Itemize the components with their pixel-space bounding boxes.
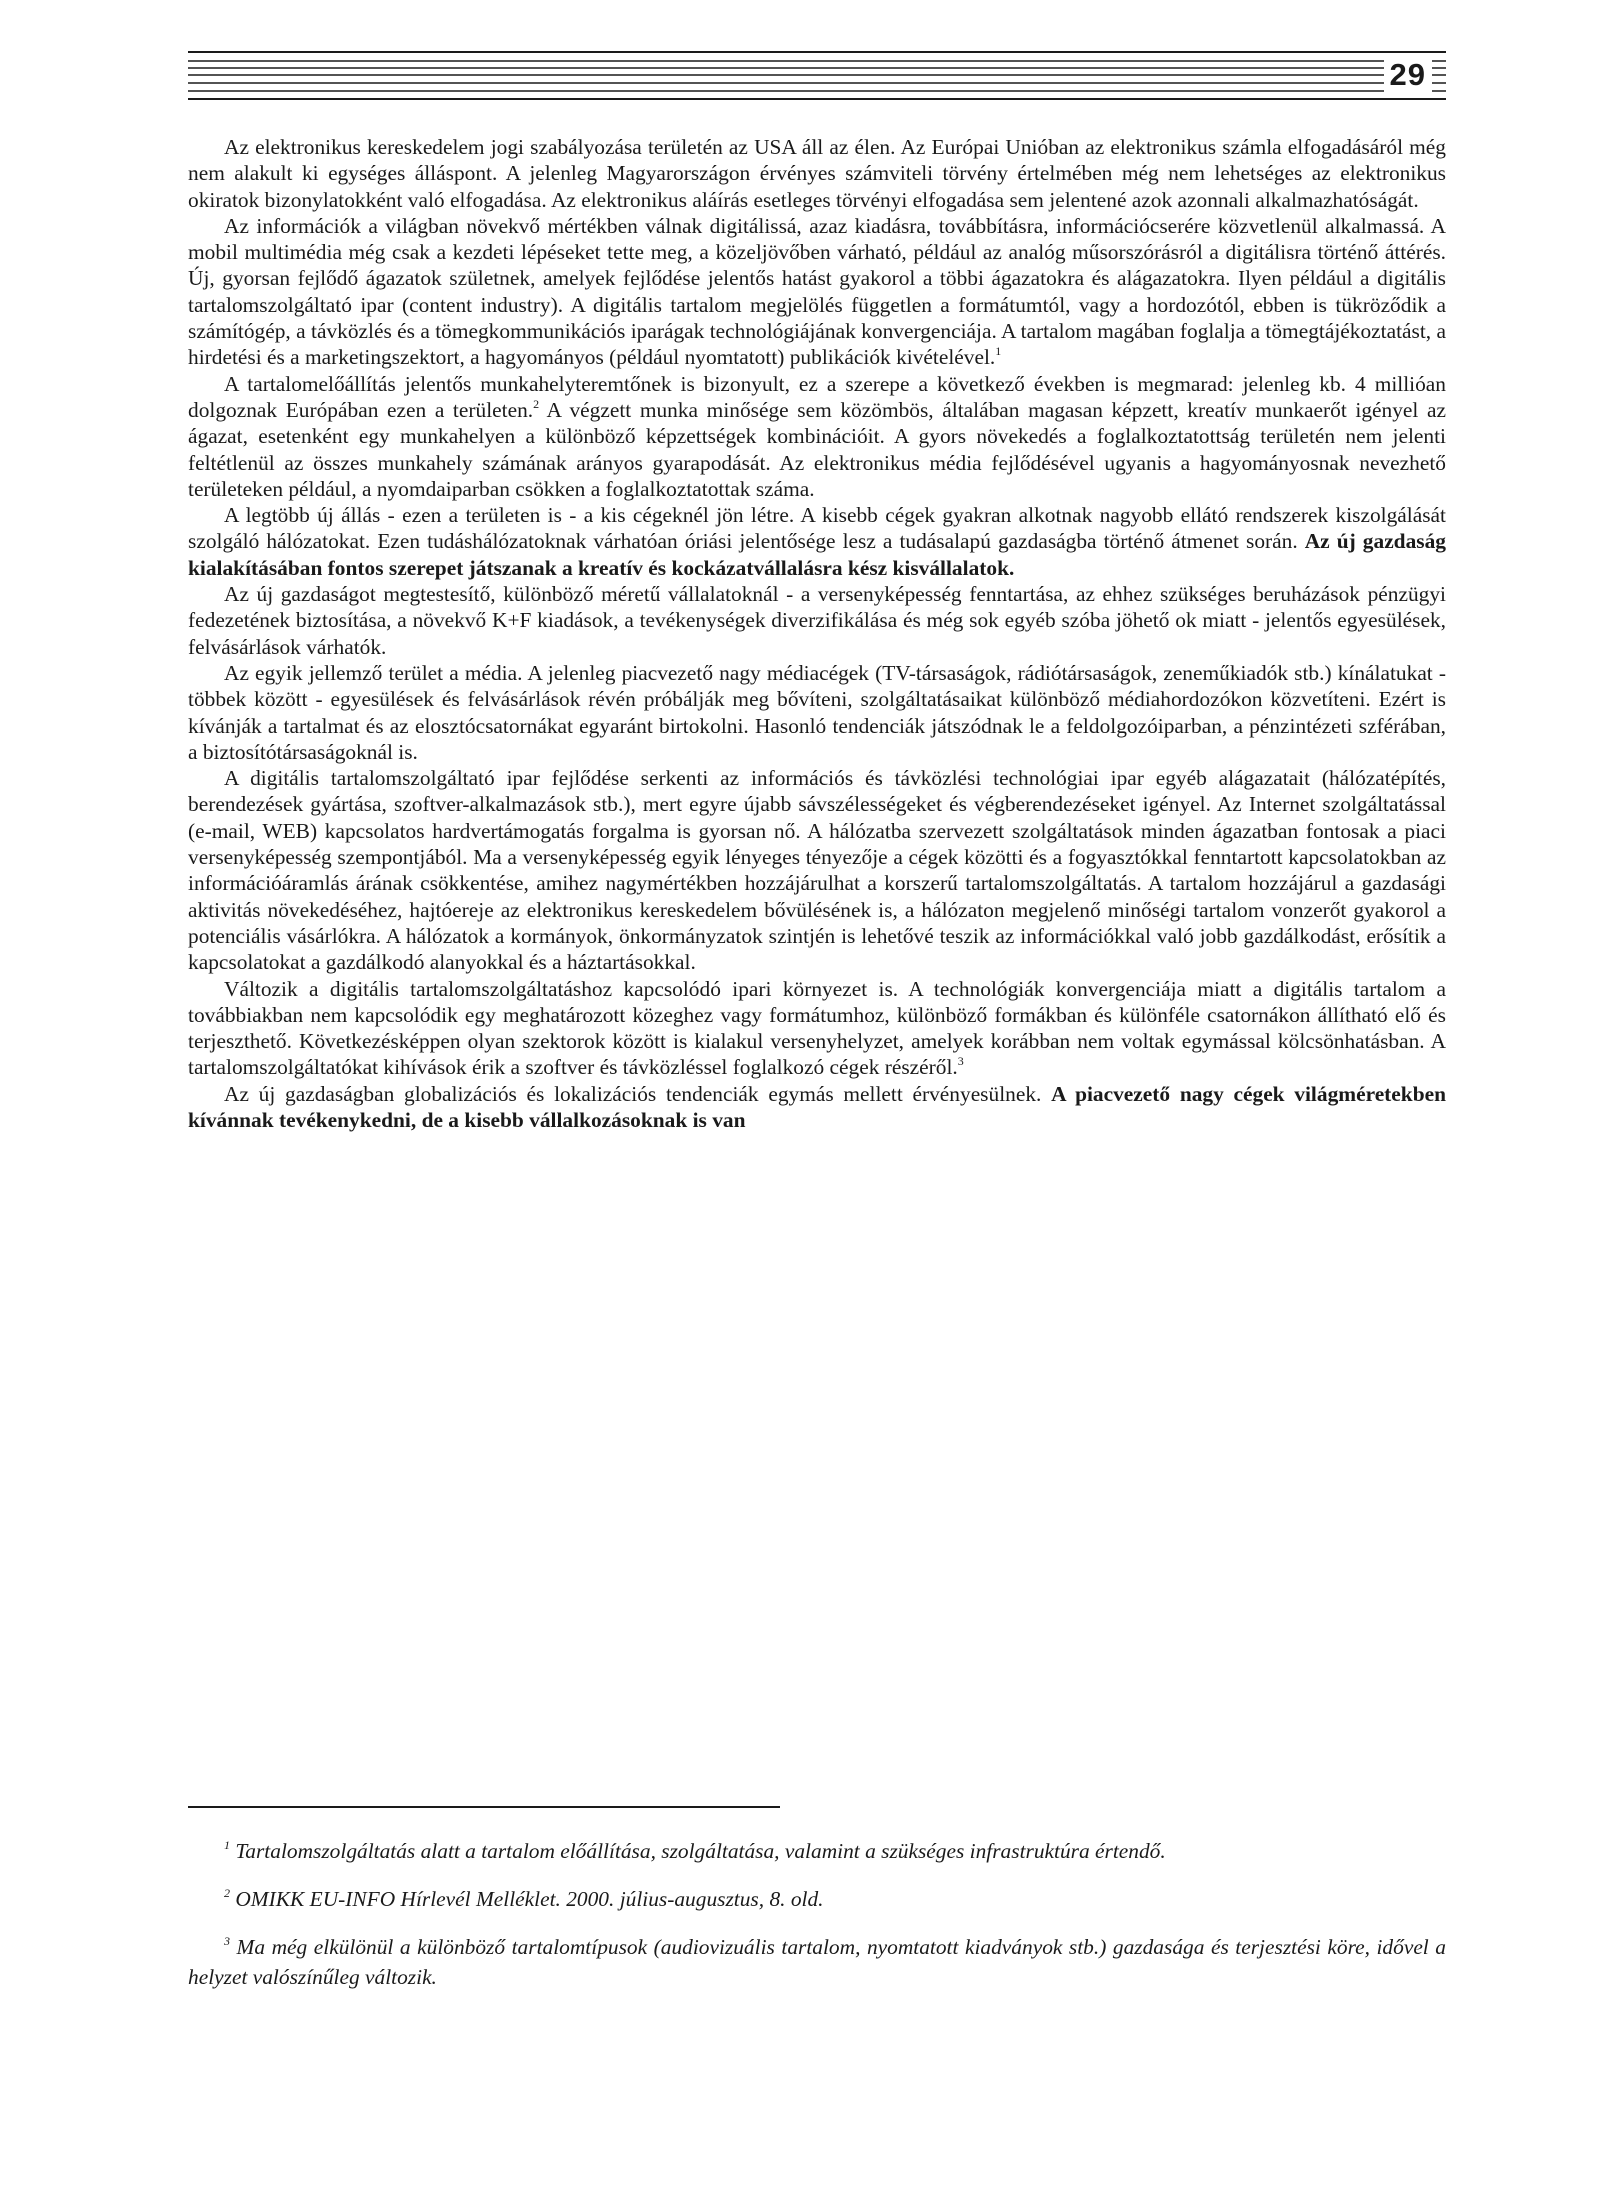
paragraph-3 bbox=[188, 371, 1446, 502]
footnote-2-text: OMIKK EU-INFO Hírlevél Melléklet. 2000. július-augusztus, 8. old. bbox=[235, 1887, 824, 1911]
footnote-ref-2: 2 bbox=[533, 396, 540, 411]
paragraph-8 bbox=[188, 976, 1446, 1081]
paragraph-1: Az elektronikus kereskedelem jogi szabályozása területén az USA áll az élen. Az Európai Unióban az elektronikus számla elfogadásáról még nem alakult ki egységes álláspont. A jelenleg Magyarországon érvényes számviteli törvény értelmében még nem lehetséges az elektronikus okiratok bizonylatokként való elfogadása. Az elektronikus aláírás esetleges törvényi elfogadása sem jelentené azok azonnali alkalmazhatóságát. bbox=[188, 135, 1446, 212]
paragraph-9-emphasis: A piacvezető nagy cégek világméretekben kívánnak tevékenykedni, de a kisebb vállalkozásoknak is van bbox=[188, 1081, 1446, 1132]
paragraph-7: A digitális tartalomszolgáltató ipar fejlődése serkenti az információs és távközlési technológiai ipar egyéb alágazatait (hálózatépítés, berendezések gyártása, szoftver-alkalmazások stb.), mert egyre újabb sávszélességeket és végberendezéseket igényel. Az Internet szolgáltatással (e-mail, WEB) kapcsolatos hardvertámogatás forgalma is gyorsan nő. A hálózatba szervezett szolgáltatások minden ágazatban fontosak a piaci versenyképesség szempontjából. Ma a versenyképesség egyik lényeges tényezője a cégek közötti és a fogyasztókkal fenntartott kapcsolatokban az információáramlás árának csökkentése, amihez nagymértékben hozzájárulhat a korszerű tartalomszolgáltatás. A tartalom hozzájárul a gazdasági aktivitás növekedéséhez, hajtóereje az elektronikus kereskedelem bővülésének is, a hálózaton megjelenő minőségi tartalom vonzerőt gyakorol a potenciális vásárlókra. A hálózatok a kormányok, önkormányzatok szintjén is lehetővé teszik az információkkal való jobb gazdálkodást, erősítik a kapcsolatokat a gazdálkodó alanyokkal és a háztartásokkal. bbox=[188, 766, 1446, 975]
paragraph-2 bbox=[188, 213, 1446, 371]
paragraph-8-text: Változik a digitális tartalomszolgáltatáshoz kapcsolódó ipari környezet is. A technológiák konvergenciája miatt a digitális tartalom a továbbiakban nem kapcsolódik egy meghatározott közeghez vagy formátumhoz, különböző formákban és különféle csatornákon állítható elő és terjeszthető. Következésképpen olyan szektorok között is kialakul versenyhelyzet, amelyek korábban nem voltak egymással kölcsönhatásban. A tartalomszolgáltatókat kihívások érik a szoftver és távközléssel foglalkozó cégek részéről. bbox=[188, 976, 1446, 1080]
footnote-1-text: Tartalomszolgáltatás alatt a tartalom előállítása, szolgáltatása, valamint a szükséges infrastruktúra értendő. bbox=[235, 1839, 1166, 1863]
footnote-mark-1: 1 bbox=[224, 1838, 230, 1852]
paragraph-4 bbox=[188, 502, 1446, 581]
footnote-3 bbox=[188, 1932, 1446, 1992]
running-header bbox=[188, 46, 1446, 106]
footnote-mark-3: 3 bbox=[224, 1934, 230, 1948]
footnote-separator bbox=[188, 1806, 780, 1808]
footnote-ref-3: 3 bbox=[957, 1054, 964, 1069]
footnotes bbox=[188, 1836, 1446, 2010]
header-rules bbox=[188, 46, 1446, 106]
page-number: 29 bbox=[1384, 56, 1432, 94]
footnote-ref-1: 1 bbox=[995, 344, 1002, 359]
paragraph-3-text-b: A végzett munka minősége sem közömbös, általában magasan képzett, kreatív munkaerőt igényel az ágazat, esetenként egy munkahelyen a különböző képzettségek kombinációit. A gyors növekedés a foglalkoztatottság területén nem jelenti feltétlenül az összes munkahely számának arányos gyarapodását. Az elektronikus média fejlődésével ugyanis a hagyományosnak nevezhető területeken például, a nyomdaiparban csökken a foglalkoztatottak száma. bbox=[188, 397, 1446, 501]
paragraph-9 bbox=[188, 1081, 1446, 1134]
paragraph-6: Az egyik jellemző terület a média. A jelenleg piacvezető nagy médiacégek (TV-társaságok, rádiótársaságok, zeneműkiadók stb.) kínálatukat - többek között - egyesülések és felvásárlások révén próbálják meg bővíteni, szolgáltatásaikat különböző médiahordozókon közvetíteni. Ezért is kívánják a tartalmat és az elosztócsatornákat egyaránt birtokolni. Hasonló tendenciák játszódnak le a feldolgozóiparban, a pénzintézeti szférában, a biztosítótársaságoknál is. bbox=[188, 660, 1446, 764]
footnote-3-text: Ma még elkülönül a különböző tartalomtípusok (audiovizuális tartalom, nyomtatott kiadványok stb.) gazdasága és terjesztési köre, idővel a helyzet valószínűleg változik. bbox=[188, 1935, 1446, 1989]
paragraph-4-text: A legtöbb új állás - ezen a területen is - a kis cégeknél jön létre. A kisebb cégek gyakran alkotnak nagyobb ellátó rendszerek kiszolgálását szolgáló hálózatokat. Ezen tudáshálózatoknak várhatóan óriási jelentősége lesz a tudásalapú gazdaságba történő átmenet során. bbox=[188, 503, 1446, 554]
footnote-mark-2: 2 bbox=[224, 1886, 230, 1900]
paragraph-2-text: Az információk a világban növekvő mértékben válnak digitálissá, azaz kiadásra, továbbításra, információcserére közvetlenül alkalmassá. A mobil multimédia még csak a kezdeti lépéseket tette meg, a közeljövőben várható, például az analóg műsorszórásról a digitálisra történő áttérés. Új, gyorsan fejlődő ágazatok születnek, amelyek fejlődése jelentős hatást gyakorol a többi ágazatokra és alágazatokra. Ilyen például a digitális tartalomszolgáltató ipar (content industry). A digitális tartalom megjelölés független a formátumtól, vagy a hordozótól, ebben is tükröződik a számítógép, a távközlés és a tömegkommunikációs iparágak technológiájának konvergenciája. A tartalom magában foglalja a tömegtájékoztatást, a hirdetési és a marketingszektort, a hagyományos (például nyomtatott) publikációk kivételével. bbox=[188, 213, 1446, 370]
footnote-1 bbox=[188, 1836, 1446, 1866]
paragraph-9-text: Az új gazdaságban globalizációs és lokalizációs tendenciák egymás mellett érvényesülnek. bbox=[224, 1081, 1052, 1106]
paragraph-4-emphasis: Az új gazdaság kialakításában fontos szerepet játszanak a kreatív és kockázatvállalásra kész kisvállalatok. bbox=[188, 529, 1446, 580]
paragraph-5: Az új gazdaságot megtestesítő, különböző méretű vállalatoknál - a versenyképesség fenntartása, az ehhez szükséges beruházások pénzügyi fedezetének biztosítása, a növekvő K+F kiadások, a tevékenységek diverzifikálása és még sok egyéb szóba jöhető ok miatt - jelentős egyesülések, felvásárlások várhatók. bbox=[188, 582, 1446, 659]
main-text bbox=[188, 134, 1446, 1133]
paragraph-3-text-a: A tartalomelőállítás jelentős munkahelyteremtőnek is bizonyult, ez a szerepe a következő években is megmarad: jelenleg kb. 4 millióan dolgoznak Európában ezen a területen. bbox=[188, 371, 1446, 422]
footnote-2 bbox=[188, 1884, 1446, 1914]
